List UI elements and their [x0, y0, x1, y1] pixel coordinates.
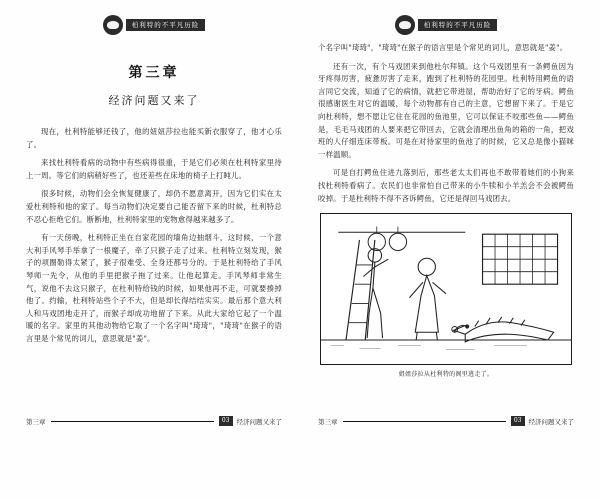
footer-right	[318, 416, 574, 426]
running-header-right	[318, 14, 574, 36]
paragraph: 可是自打鳄鱼住进九落到后，那些老太太们再也不敢带着她们的小狗来找杜利特看病了。农民们也非常怕自己带来的小牛犊和小羊羔会不会被鳄鱼咬掉。于是杜利特不得不吝诉鳄鱼，它还是得回马戏团去。	[318, 168, 574, 203]
right-page	[300, 0, 600, 500]
paragraph: 来找杜利特看病的动物中有些病得很重，于是它们必须在杜利特家里待上一周。等它们的病稍好些了，也还差些在床地的椅子上打盹儿。	[26, 158, 282, 180]
footer-divider	[51, 421, 214, 422]
paragraph: 还有一次，有个马戏团来到他杜尔拜镇。这个马戏团里有一条鳄鱼因为牙疼得厉害，疲惫厉害了走来，跑到了杜利特的花园里。杜利特用鳄鱼的语言同它交流，知道了它的病情，就把它带进屋，帮助治好了它的牙病。鳄鱼很感谢医生对它的温暖，每个动物都有自己的主意，它想留下来了。于是它向杜利特，想不愿让它住在花园的鱼池里，它可以保证不咬那些鱼——鳄鱼是，毛毛马戏团的人要来把它带回去，它就会清理出鱼角的箱的一角，把戏班的人仔细连床带板。可是在对待家里的鱼池了的时候，它又总是像小猫咪一样温顺。	[318, 61, 574, 159]
footer-badge: 03	[511, 416, 525, 426]
chapter-number: 第三章	[128, 65, 180, 81]
paragraph: 很多时候，动物们会全恢复健康了，却仍不愿意离开，因为它们实在太爱杜利特和他的家了。每当动物们决定要自己能否留下来的时候，杜利特总不忍心拒绝它们。断断地，杜利特家里的宠物愈得越来越多了。	[26, 189, 282, 224]
footer-left	[26, 416, 282, 426]
header-band-label: 柏利特的不平凡历险	[126, 19, 206, 32]
paragraph: 现在，杜利特能够还钱了，他的妞妞莎拉也能买新衣服穿了，他才心乐了。	[26, 127, 282, 149]
chapter-title: 经济问题又来了	[108, 94, 200, 107]
duck-logo-icon	[103, 15, 123, 35]
header-band-label: 柏利特的不平凡历险	[418, 19, 498, 32]
footer-badge: 03	[219, 416, 233, 426]
footer-title-label: 经济问题又来了	[528, 417, 574, 426]
paragraph: 有一天傍晚，杜利特正坐在自家花园的墙角边抽烟斗，这时候，一个意大利手风琴手举拿了一根魔子，牵了只猴子走了过来。杜利特立刻发现，猴子的项圈勒得太紧了，猴子很难受、全身还都号分的。于是杜利特给了手风琴师一先令，从他的手里把猴子拖了过来。让他起算走。手风琴师非常生气，说他不去这只猴子，在杜利特给钱的时候，如果他再不走，可就要揍掉他了。约输，杜利特站些个子不大，但是却长得结结实实。最后那个意大利人和马戏团地走开了，而猴子却成功地留了下来。从此大家给它起了一个温暖的名字。家里的其他动物给它取了一个名字叫"琦琦"，"琦琦"在猴子的语言里是个常见的词儿，意思就是"姜"。	[26, 233, 282, 343]
illustration-sarah-and-crocodile	[320, 213, 572, 365]
footer-title-label: 经济问题又来了	[236, 417, 282, 426]
illustration-drawing	[321, 214, 571, 364]
footer-chapter-label: 第三章	[318, 417, 338, 426]
footer-divider	[343, 421, 506, 422]
left-body-text	[26, 126, 282, 346]
running-header-left	[26, 14, 282, 36]
paragraph: 个名字叫"琦琦"，"琦琦"在猴子的语言里是个常见的词儿，意思就是"姜"。	[318, 43, 568, 52]
right-body-text	[318, 42, 574, 205]
figure-caption: 姐姐莎拉从杜利特的阁里逃走了。	[398, 371, 494, 379]
footer-chapter-label: 第三章	[26, 417, 46, 426]
duck-logo-icon	[395, 15, 415, 35]
